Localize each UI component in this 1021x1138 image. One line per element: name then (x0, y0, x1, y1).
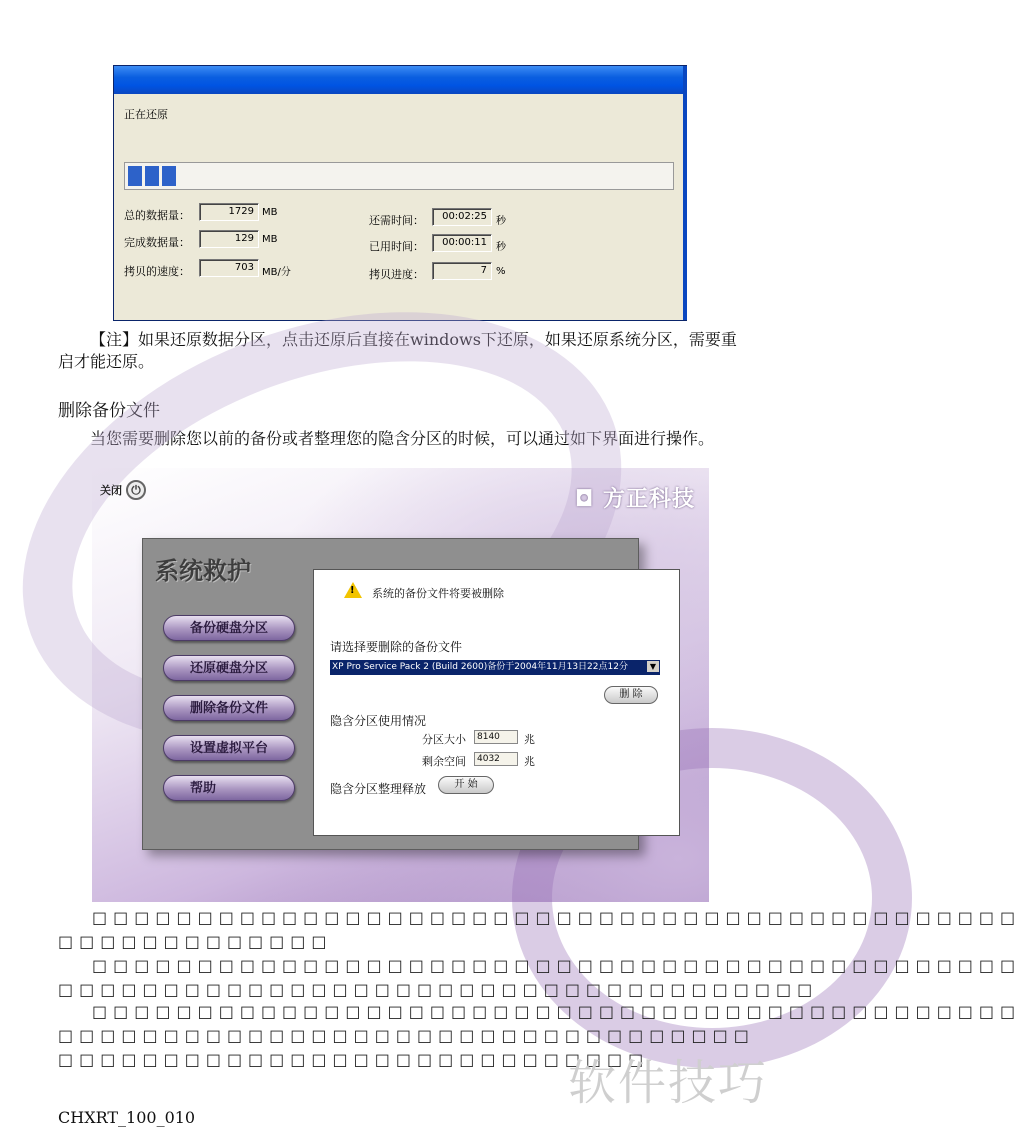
selected-backup: XP Pro Service Pack 2 (Build 2600)备份于2004年11月13日22点12分 (332, 662, 628, 672)
rescue-panel (142, 538, 657, 850)
menu-help[interactable]: 帮助 (163, 775, 295, 801)
menu-virtual-platform[interactable]: 设置虚拟平台 (163, 735, 295, 761)
copy-speed-label: 拷贝的速度： (124, 265, 190, 278)
menu-delete-backup[interactable]: 删除备份文件 (163, 695, 295, 721)
total-data-label: 总的数据量： (124, 209, 190, 222)
start-button[interactable]: 开 始 (438, 776, 494, 794)
release-label: 隐含分区整理释放 (330, 782, 427, 796)
restore-status-text: 正在还原 (124, 108, 168, 121)
chevron-down-icon[interactable]: ▼ (647, 661, 659, 672)
elapsed-time-label: 已用时间： (369, 240, 424, 253)
remaining-time-unit: 秒 (496, 216, 506, 227)
progress-segment (162, 166, 176, 186)
free-space-field: 4032 (474, 752, 518, 766)
free-space-label: 剩余空间 (422, 755, 466, 768)
garbled-line: □□□□□□□□□□□□□□□□□□□□□□□□□□□□□□□□□□□□□□□□□□□□ (92, 1002, 1021, 1021)
free-space-unit: 兆 (524, 755, 535, 768)
progress-segment (128, 166, 142, 186)
delete-backup-pane (313, 569, 680, 836)
close-button[interactable] (100, 480, 146, 500)
elapsed-time-value: 00:00:11 (432, 234, 492, 252)
total-data-unit: MB (262, 207, 278, 218)
done-data-label: 完成数据量： (124, 236, 190, 249)
done-data-unit: MB (262, 234, 278, 245)
copy-progress-label: 拷贝进度： (369, 268, 424, 281)
intro-paragraph: 当您需要删除您以前的备份或者整理您的隐含分区的时候，可以通过如下界面进行操作。 (90, 429, 715, 448)
power-icon[interactable]: ⏻ (126, 480, 146, 500)
close-label: 关闭 (100, 484, 122, 497)
partition-size-label: 分区大小 (422, 733, 466, 746)
elapsed-time-unit: 秒 (496, 242, 506, 253)
window-border (683, 66, 687, 320)
section-heading: 删除备份文件 (58, 401, 160, 421)
watermark: 软件技巧 (568, 1055, 769, 1111)
garbled-line: □□□□□□□□□□□□□□□□□□□□□□□□□□□□□□□□□□□□ (58, 980, 819, 999)
partition-size-unit: 兆 (524, 733, 535, 746)
remaining-time-label: 还需时间： (369, 214, 424, 227)
warning-text: 系统的备份文件将要被删除 (372, 587, 504, 600)
restore-note: 【注】如果还原数据分区，点击还原后直接在windows下还原，如果还原系统分区，需要重启才能还原。 (58, 330, 737, 371)
backup-select[interactable] (330, 660, 660, 675)
panel-title: 系统救护 (155, 557, 251, 585)
copy-progress-unit: % (496, 266, 506, 277)
garbled-line: □□□□□□□□□□□□□ (58, 932, 333, 951)
total-data-value: 1729 (199, 203, 259, 221)
progress-segment (145, 166, 159, 186)
hidden-usage-title: 隐含分区使用情况 (330, 714, 427, 728)
delete-button[interactable]: 删 除 (604, 686, 658, 704)
system-rescue-screenshot (92, 468, 709, 902)
copy-speed-value: 703 (199, 259, 259, 277)
menu-backup-partition[interactable]: 备份硬盘分区 (163, 615, 295, 641)
garbled-line: □□□□□□□□□□□□□□□□□□□□□□□□□□□□ (58, 1050, 650, 1069)
brand-logo: ◘ 方正科技 (574, 487, 695, 512)
copy-speed-unit: MB/分 (262, 267, 291, 278)
partition-size-field: 8140 (474, 730, 518, 744)
garbled-line: □□□□□□□□□□□□□□□□□□□□□□□□□□□□□□□□□□□□□□□□□□□□ (92, 908, 1021, 927)
menu-restore-partition[interactable]: 还原硬盘分区 (163, 655, 295, 681)
remaining-time-value: 00:02:25 (432, 208, 492, 226)
window-titlebar[interactable] (114, 66, 686, 94)
document-code: CHXRT_100_010 (58, 1108, 196, 1127)
restore-progress-bar (124, 162, 674, 190)
garbled-line: □□□□□□□□□□□□□□□□□□□□□□□□□□□□□□□□□□□□□□□□□□□□ (92, 956, 1021, 975)
garbled-line: □□□□□□□□□□□□□□□□□□□□□□□□□□□□□□□□□ (58, 1026, 755, 1045)
done-data-value: 129 (199, 230, 259, 248)
warning-icon-mark: ! (350, 585, 355, 596)
restore-progress-window (113, 65, 687, 321)
select-prompt: 请选择要删除的备份文件 (330, 640, 463, 654)
copy-progress-value: 7 (432, 262, 492, 280)
